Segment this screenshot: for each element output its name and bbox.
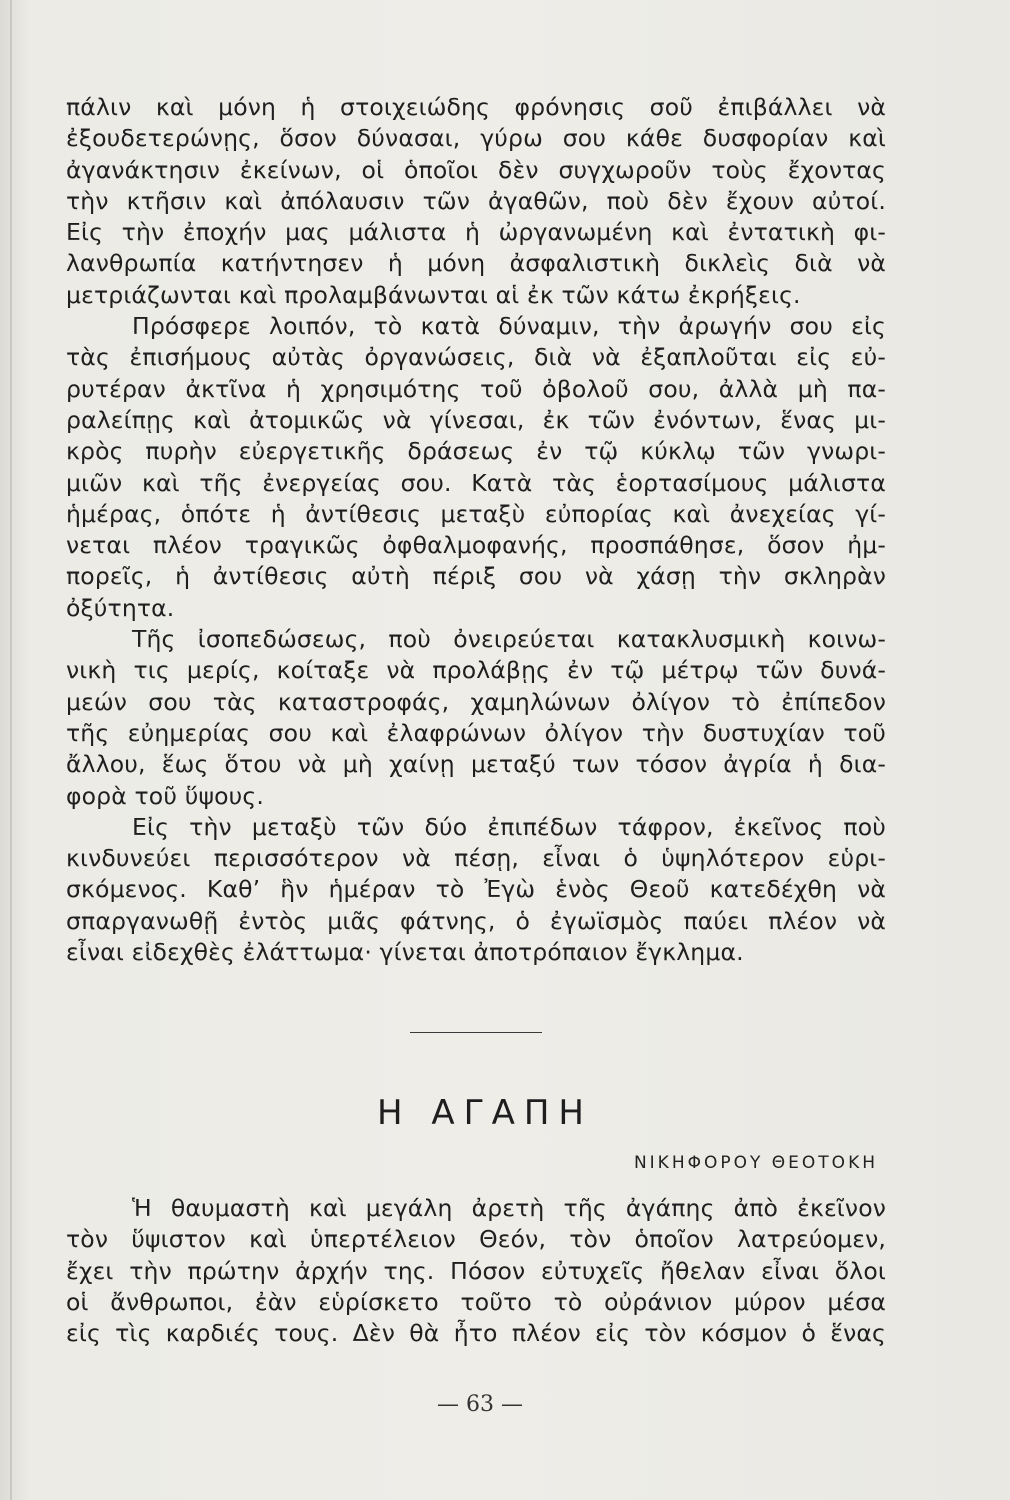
text-line: ἡμέρας, ὁπότε ἡ ἀντίθεσις μεταξὺ εὐπορίας καὶ ἀνεχείας γί- xyxy=(66,499,886,528)
text-line: Ἡ θαυμαστὴ καὶ μεγάλη ἀρετὴ τῆς ἀγάπης ἀπὸ ἐκεῖνον xyxy=(132,1194,886,1222)
chapter-author: ΝΙΚΗΦΟΡΟΥ ΘΕΟΤΟΚΗ xyxy=(633,1153,878,1173)
text-line: λανθρωπία κατήντησεν ἡ μόνη ἀσφαλιστικὴ δικλεὶς διὰ νὰ xyxy=(66,249,886,278)
text-line: πορεῖς, ἡ ἀντίθεσις αὐτὴ πέριξ σου νὰ χάσῃ τὴν σκληρὰν xyxy=(66,562,886,591)
text-line: ρυτέραν ἀκτῖνα ἡ χρησιμότης τοῦ ὀβολοῦ σου, ἀλλὰ μὴ πα- xyxy=(66,374,886,403)
text-line: σπαργανωθῇ ἐντὸς μιᾶς φάτνης, ὁ ἐγωϊσμὸς παύει πλέον νὰ xyxy=(66,906,886,935)
chapter-title: Η ΑΓΑΠΗ xyxy=(377,1093,593,1133)
text-line: πάλιν καὶ μόνη ἡ στοιχειώδης φρόνησις σοῦ ἐπιβάλλει νὰ xyxy=(66,93,886,121)
text-line: τῆς εὐημερίας σου καὶ ἐλαφρώνων ὀλίγον τὴν δυστυχίαν τοῦ xyxy=(66,718,886,747)
text-line: τὰς ἐπισήμους αὐτὰς ὀργανώσεις, διὰ νὰ ἐξαπλοῦται εἰς εὐ- xyxy=(66,343,886,372)
text-line: σκόμενος. Καθ’ ἣν ἡμέραν τὸ Ἐγὼ ἑνὸς Θεοῦ κατεδέχθη νὰ xyxy=(66,875,886,904)
text-line: εἰς τὶς καρδιές τους. Δὲν θὰ ἦτο πλέον εἰς τὸν κόσμον ὁ ἕνας xyxy=(66,1319,886,1348)
text-line: Πρόσφερε λοιπόν, τὸ κατὰ δύναμιν, τὴν ἀρωγήν σου εἰς xyxy=(132,312,886,341)
text-line: τὸν ὕψιστον καὶ ὑπερτέλειον Θεόν, τὸν ὁποῖον λατρεύομεν, xyxy=(66,1225,886,1254)
text-line: μετριάζωνται καὶ προλαμβάνωνται αἱ ἐκ τῶν κάτω ἐκρήξεις. xyxy=(66,280,801,309)
text-line: τὴν κτῆσιν καὶ ἀπόλαυσιν τῶν ἀγαθῶν, ποὺ δὲν ἔχουν αὐτοί. xyxy=(66,186,886,215)
section-divider xyxy=(410,1032,542,1033)
text-line: οἱ ἄνθρωποι, ἐὰν εὑρίσκετο τοῦτο τὸ οὐράνιον μύρον μέσα xyxy=(66,1287,886,1316)
essay-text-block xyxy=(66,92,886,968)
text-line: κινδυνεύει περισσότερον νὰ πέσῃ, εἶναι ὁ ὑψηλότερον εὑρι- xyxy=(66,844,886,873)
text-line: φορὰ τοῦ ὕψους. xyxy=(66,781,264,810)
text-line: ἔχει τὴν πρώτην ἀρχήν της. Πόσον εὐτυχεῖς ἤθελαν εἶναι ὅλοι xyxy=(66,1256,886,1285)
text-line: ἐξουδετερώνῃς, ὅσον δύνασαι, γύρω σου κάθε δυσφορίαν καὶ xyxy=(66,124,886,153)
text-line: νεται πλέον τραγικῶς ὀφθαλμοφανής, προσπάθησε, ὅσον ἠμ- xyxy=(66,531,886,560)
text-line: νικὴ τις μερίς, κοίταξε νὰ προλάβῃς ἐν τῷ μέτρῳ τῶν δυνά- xyxy=(66,656,886,685)
page-crease xyxy=(10,0,12,1500)
text-line: ἀγανάκτησιν ἐκείνων, οἱ ὁποῖοι δὲν συγχωροῦν τοὺς ἔχοντας xyxy=(66,155,886,184)
text-line: μεών σου τὰς καταστροφάς, χαμηλώνων ὀλίγον τὸ ἐπίπεδον xyxy=(66,687,886,716)
text-line: μιῶν καὶ τῆς ἐνεργείας σου. Κατὰ τὰς ἑορτασίμους μάλιστα xyxy=(66,468,886,497)
text-line: κρὸς πυρὴν εὐεργετικῆς δράσεως ἐν τῷ κύκλῳ τῶν γνωρι- xyxy=(66,437,886,466)
text-line: Τῆς ἰσοπεδώσεως, ποὺ ὀνειρεύεται κατακλυσμικὴ κοινω- xyxy=(132,625,886,654)
text-line: εἶναι εἰδεχθὲς ἐλάττωμα· γίνεται ἀποτρόπαιον ἔγκλημα. xyxy=(66,938,744,967)
text-line: ἄλλου, ἕως ὅτου νὰ μὴ χαίνῃ μεταξύ των τόσον ἀγρία ἡ δια- xyxy=(66,750,886,779)
text-line: ὀξύτητα. xyxy=(66,593,175,622)
text-line: ραλείπῃς καὶ ἀτομικῶς νὰ γίνεσαι, ἐκ τῶν ἐνόντων, ἕνας μι- xyxy=(66,405,886,434)
text-line: Εἰς τὴν ἐποχήν μας μάλιστα ἡ ὠργανωμένη καὶ ἐντατικὴ φι- xyxy=(66,218,886,247)
chapter-text-block xyxy=(66,1193,886,1349)
text-line: Εἰς τὴν μεταξὺ τῶν δύο ἐπιπέδων τάφρον, ἐκεῖνος ποὺ xyxy=(132,812,886,841)
page-number: — 63 — xyxy=(437,1392,523,1417)
